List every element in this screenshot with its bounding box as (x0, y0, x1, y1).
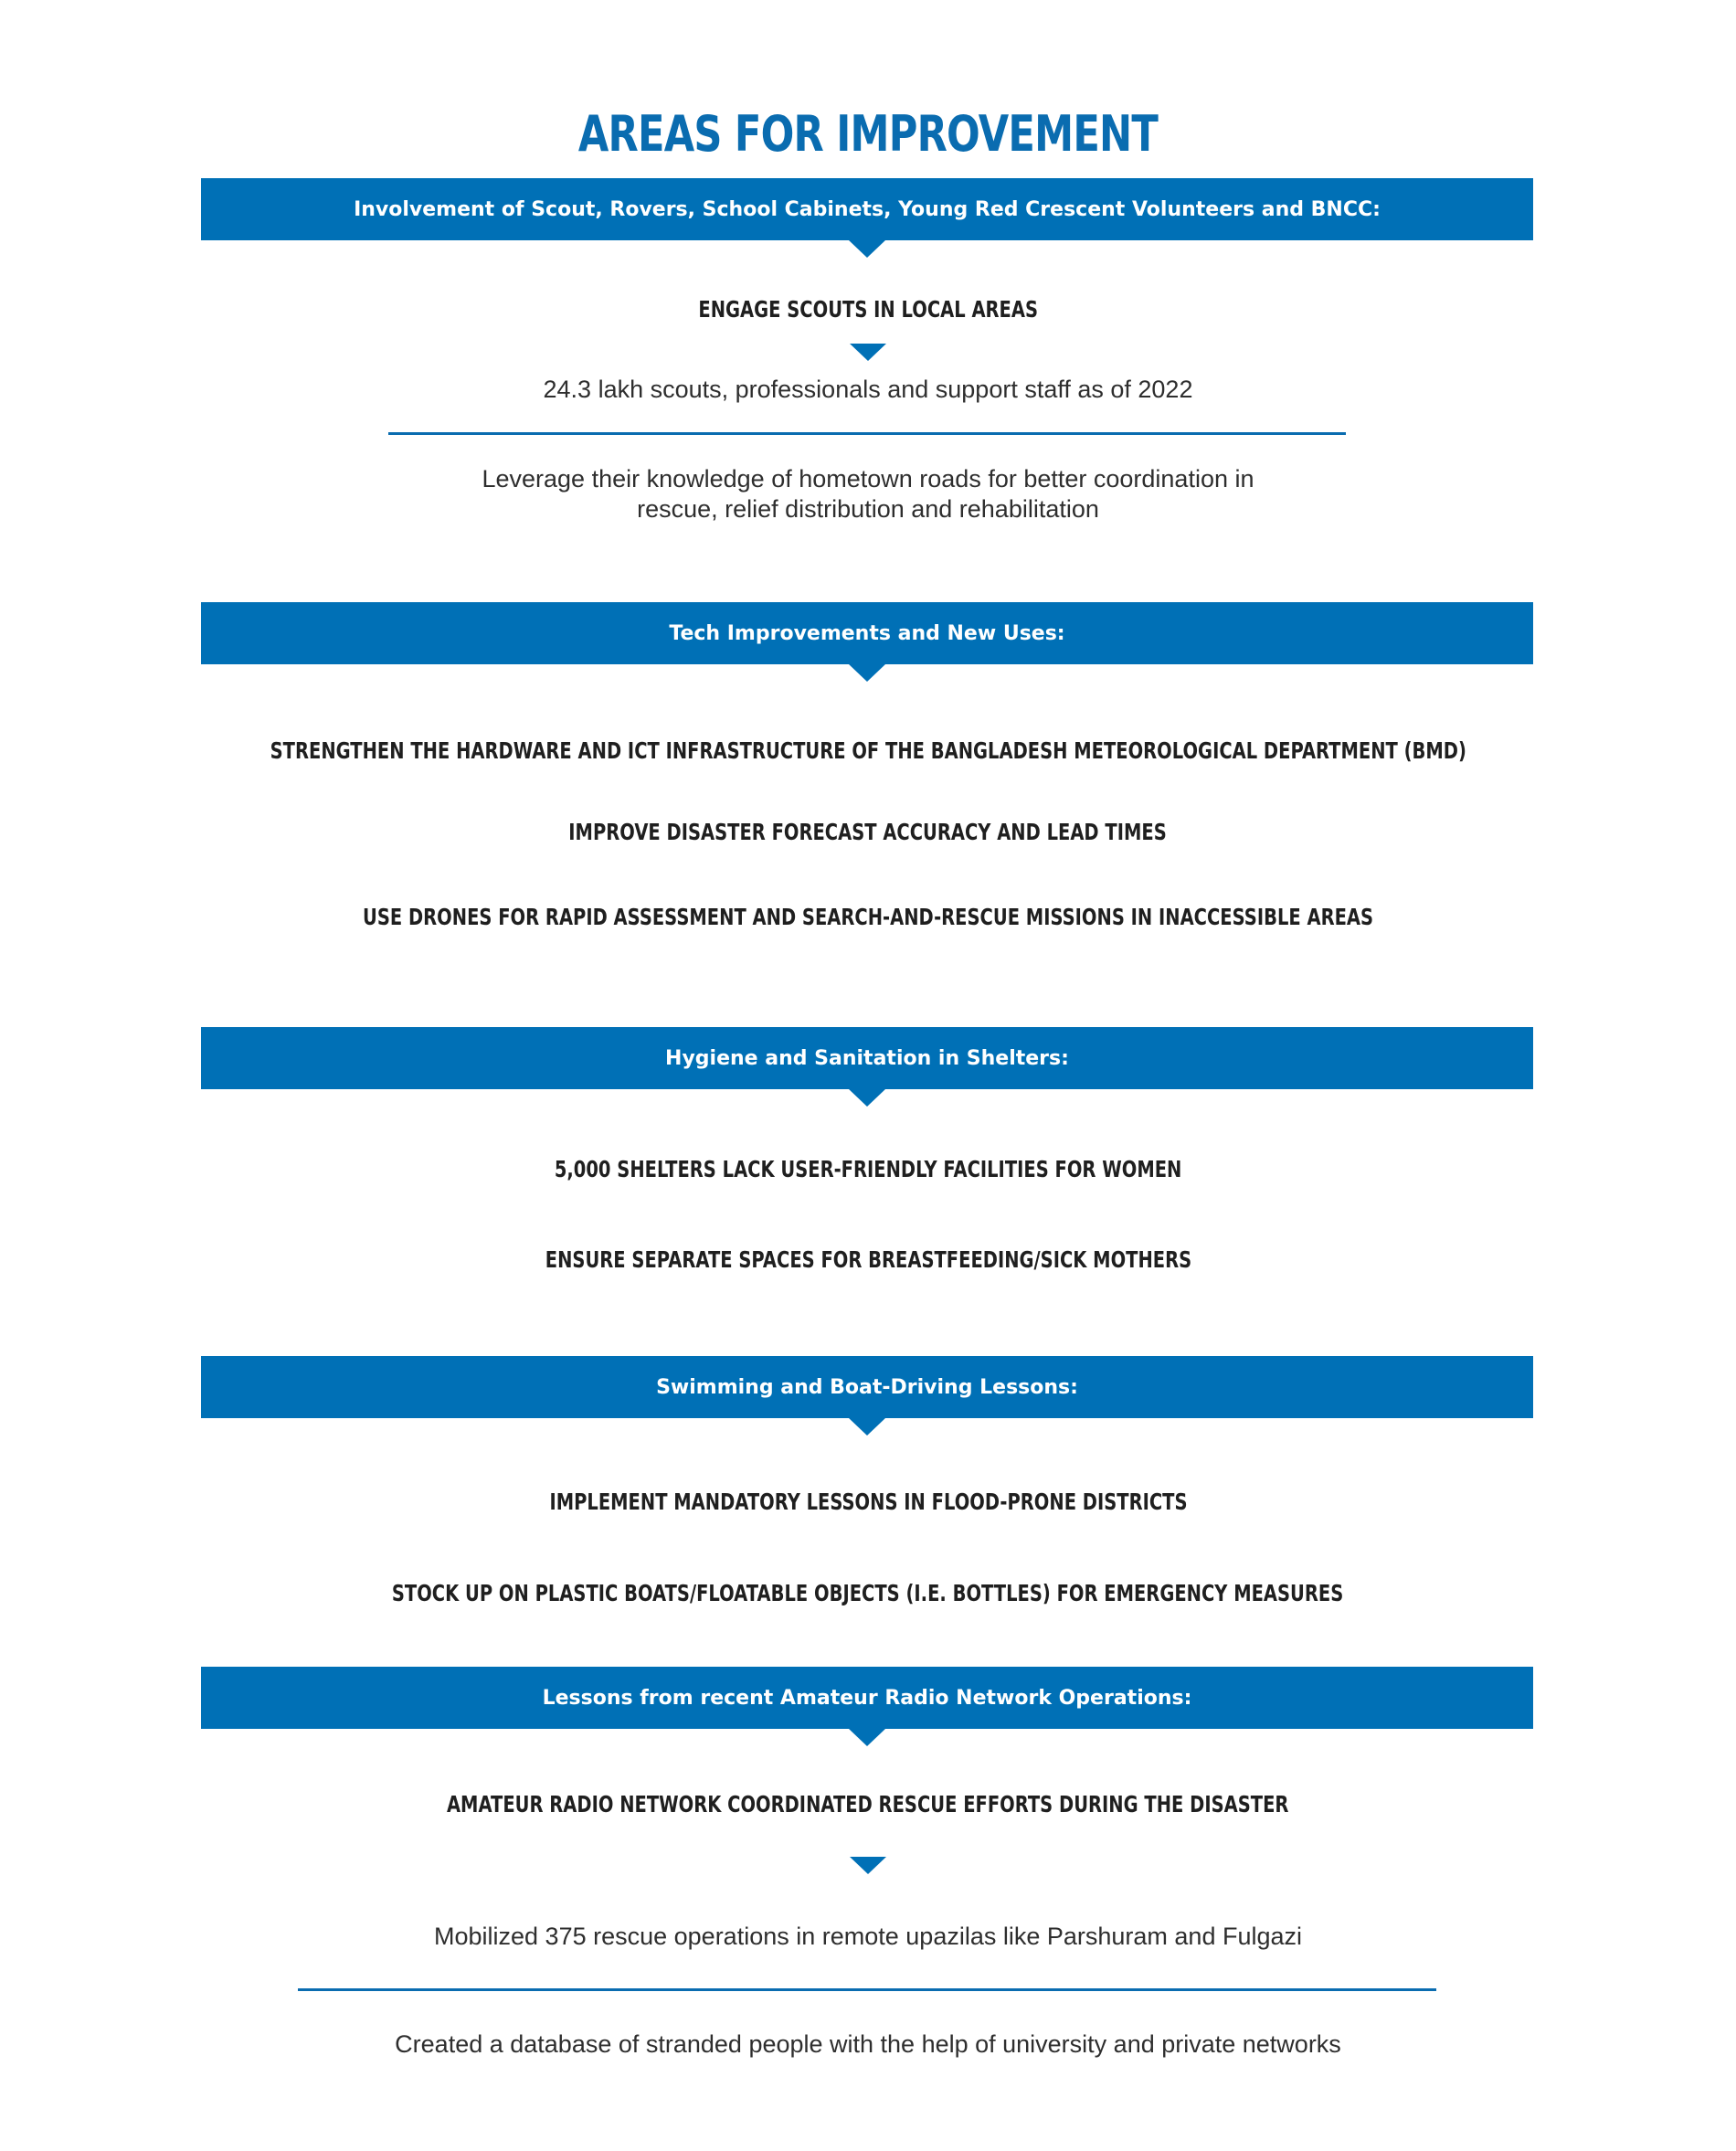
section-heading: Lessons from recent Amateur Radio Network Operations: (542, 1686, 1192, 1710)
section-banner-radio (201, 1667, 1533, 1729)
section-heading: Involvement of Scout, Rovers, School Cabinets, Young Red Crescent Volunteers and BNCC: (354, 197, 1381, 221)
point-use-drones: USE DRONES FOR RAPID ASSESSMENT AND SEARCH-AND-RESCUE MISSIONS IN INACCESSIBLE AREAS (362, 904, 1374, 930)
section-banner-scouts (201, 178, 1533, 240)
point-engage-scouts: ENGAGE SCOUTS IN LOCAL AREAS (698, 296, 1038, 323)
section-banner-swimming (201, 1356, 1533, 1418)
point-separate-spaces: ENSURE SEPARATE SPACES FOR BREASTFEEDING/SICK MOTHERS (545, 1246, 1191, 1273)
detail-scout-count: 24.3 lakh scouts, professionals and support staff as of 2022 (543, 376, 1193, 403)
down-arrow-icon (850, 1857, 886, 1874)
section-banner-hygiene (201, 1027, 1533, 1089)
point-strengthen-bmd: STRENGTHEN THE HARDWARE AND ICT INFRASTRUCTURE OF THE BANGLADESH METEOROLOGICAL DEPARTMENT (BMD) (270, 737, 1466, 764)
point-shelters-lack-facilities: 5,000 SHELTERS LACK USER-FRIENDLY FACILITIES FOR WOMEN (554, 1156, 1182, 1182)
divider (298, 1988, 1436, 1991)
section-heading: Hygiene and Sanitation in Shelters: (665, 1046, 1069, 1070)
down-arrow-icon (850, 344, 886, 361)
section-heading: Swimming and Boat-Driving Lessons: (656, 1375, 1078, 1399)
point-plastic-boats: STOCK UP ON PLASTIC BOATS/FLOATABLE OBJECTS (I.E. BOTTLES) FOR EMERGENCY MEASURES (392, 1580, 1344, 1606)
section-banner-tech (201, 602, 1533, 664)
point-mandatory-lessons: IMPLEMENT MANDATORY LESSONS IN FLOOD-PRONE DISTRICTS (548, 1489, 1188, 1515)
detail-mobilized-operations: Mobilized 375 rescue operations in remote upazilas like Parshuram and Fulgazi (434, 1923, 1302, 1950)
point-radio-coordinated: AMATEUR RADIO NETWORK COORDINATED RESCUE EFFORTS DURING THE DISASTER (447, 1791, 1289, 1817)
detail-stranded-database: Created a database of stranded people with the help of university and private networks (395, 2030, 1341, 2058)
page-title: AREAS FOR IMPROVEMENT (577, 105, 1159, 164)
section-heading: Tech Improvements and New Uses: (669, 621, 1065, 645)
divider (388, 432, 1346, 435)
detail-leverage-line-1: Leverage their knowledge of hometown roads for better coordination in (482, 465, 1254, 493)
point-forecast-accuracy: IMPROVE DISASTER FORECAST ACCURACY AND LEAD TIMES (568, 819, 1168, 845)
detail-leverage-line-2: rescue, relief distribution and rehabilitation (637, 495, 1099, 523)
